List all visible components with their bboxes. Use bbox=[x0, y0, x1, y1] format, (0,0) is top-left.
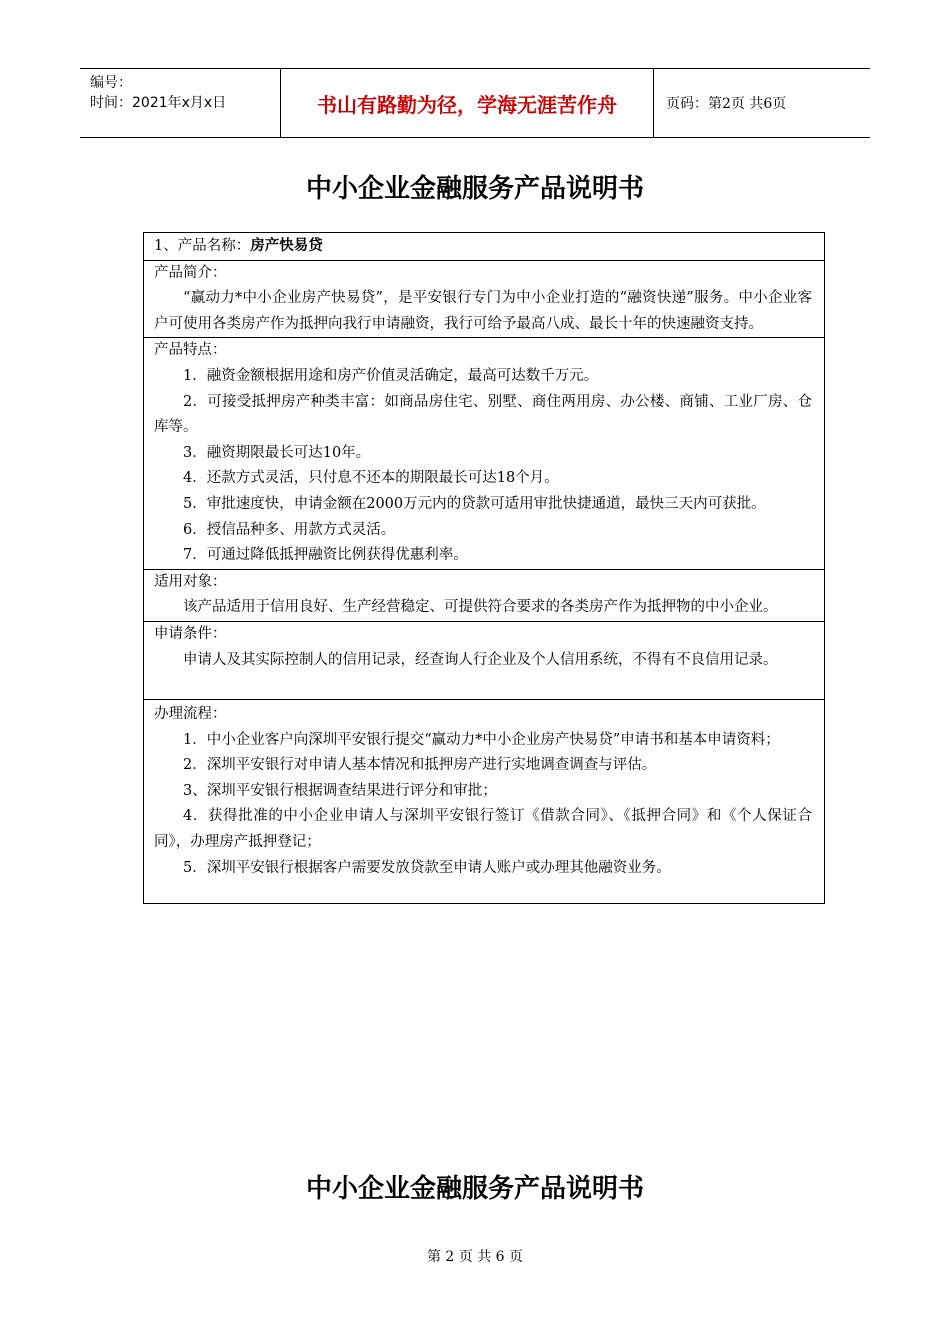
header-motto: 书山有路勤为径，学海无涯苦作舟 bbox=[281, 69, 654, 137]
row-product-name bbox=[144, 233, 824, 261]
row-features bbox=[144, 338, 824, 569]
product-table bbox=[143, 232, 825, 904]
process-item: 4．获得批准的中小企业申请人与深圳平安银行签订《借款合同》、《抵押合同》和《个人保证合同》，办理房产抵押登记； bbox=[154, 808, 812, 851]
process-item: 5．深圳平安银行根据客户需要发放贷款至申请人账户或办理其他融资业务。 bbox=[183, 859, 671, 876]
feature-item: 3．融资期限最长可达10年。 bbox=[183, 444, 371, 461]
row-target bbox=[144, 570, 824, 622]
repeated-page-title: 中小企业金融服务产品说明书 bbox=[305, 1174, 644, 1204]
feature-item: 4．还款方式灵活，只付息不还本的期限最长可达18个月。 bbox=[183, 470, 559, 487]
process-item: 3、深圳平安银行根据调查结果进行评分和审批； bbox=[183, 782, 497, 799]
process-item: 1．中小企业客户向深圳平安银行提交“赢动力*中小企业房产快易贷”申请书和基本申请资料； bbox=[183, 731, 780, 748]
target-text: 该产品适用于信用良好、生产经营稳定、可提供符合要求的各类房产作为抵押物的中小企业。 bbox=[183, 599, 778, 616]
page-footer: 第 2 页 共 6 页 bbox=[426, 1249, 524, 1265]
feature-item: 2．可接受抵押房产种类丰富：如商品房住宅、别墅、商住两用房、办公楼、商铺、工业厂房、仓库等。 bbox=[154, 393, 812, 436]
page-title: 中小企业金融服务产品说明书 bbox=[305, 174, 644, 204]
intro-heading: 产品简介： bbox=[154, 264, 227, 281]
product-name-label: 1、产品名称： bbox=[154, 238, 251, 254]
time-label: 时间：2021年x月x日 bbox=[90, 95, 227, 111]
header-meta-cell bbox=[80, 69, 281, 137]
document-header bbox=[80, 68, 870, 138]
row-process bbox=[144, 700, 824, 903]
target-heading: 适用对象： bbox=[154, 573, 227, 590]
conditions-text: 申请人及其实际控制人的信用记录，经查询人行企业及个人信用系统，不得有不良信用记录。 bbox=[183, 651, 778, 668]
feature-item: 5．审批速度快，申请金额在2000万元内的贷款可适用审批快捷通道，最快三天内可获批。 bbox=[183, 495, 766, 512]
feature-item: 1．融资金额根据用途和房产价值灵活确定，最高可达数千万元。 bbox=[183, 367, 599, 384]
intro-text: “赢动力*中小企业房产快易贷”，是平安银行专门为中小企业打造的“融资快递”服务。中小企业客户可使用各类房产作为抵押向我行申请融资，我行可给予最高八成、最长十年的快速融资支持。 bbox=[154, 290, 812, 332]
process-item: 2．深圳平安银行对申请人基本情况和抵押房产进行实地调查调查与评估。 bbox=[183, 757, 657, 774]
header-page-label: 页码：第2页 共6页 bbox=[666, 96, 787, 112]
product-name-value: 房产快易贷 bbox=[250, 237, 323, 254]
feature-item: 7．可通过降低抵押融资比例获得优惠利率。 bbox=[183, 547, 468, 564]
number-label: 编号： bbox=[90, 75, 132, 91]
row-conditions bbox=[144, 622, 824, 700]
conditions-heading: 申请条件： bbox=[154, 625, 227, 642]
process-heading: 办理流程： bbox=[154, 706, 227, 723]
features-heading: 产品特点： bbox=[154, 342, 227, 359]
feature-item: 6．授信品种多、用款方式灵活。 bbox=[183, 521, 396, 538]
row-intro bbox=[144, 261, 824, 339]
